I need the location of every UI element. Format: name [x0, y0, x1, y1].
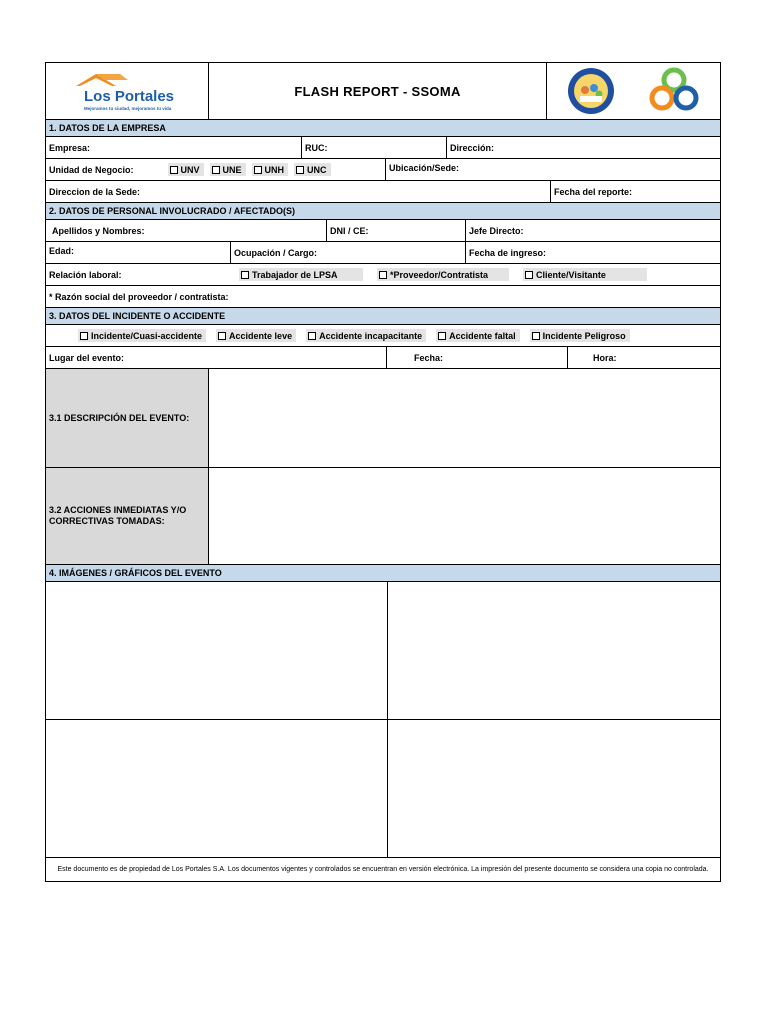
direccion-label[interactable]: Dirección:: [446, 137, 720, 158]
apellidos-label[interactable]: Apellidos y Nombres:: [52, 225, 145, 236]
razon-social-label[interactable]: * Razón social del proveedor / contratista:: [49, 291, 229, 302]
checkbox-icon: [241, 271, 249, 279]
edad-row: [46, 241, 720, 263]
acciones-input[interactable]: [208, 468, 720, 564]
ocupacion-label[interactable]: Ocupación / Cargo:: [230, 242, 465, 263]
fecha-label[interactable]: Fecha:: [386, 347, 567, 368]
checkbox-icon: [80, 332, 88, 340]
fecha-reporte-label[interactable]: Fecha del reporte:: [550, 181, 720, 202]
relacion-row: [46, 263, 720, 285]
checkbox-icon: [170, 166, 178, 174]
lugar-label[interactable]: Lugar del evento:: [49, 352, 125, 363]
image-slot-3[interactable]: [46, 720, 387, 857]
descripcion-label: 3.1 DESCRIPCIÓN DEL EVENTO:: [46, 369, 208, 467]
safety-seal-icon: [561, 66, 621, 116]
descripcion-input[interactable]: [208, 369, 720, 467]
unidad-negocio-field: [46, 159, 385, 180]
checkbox-unc[interactable]: UNC: [294, 163, 331, 176]
acciones-label: 3.2 ACCIONES INMEDIATAS Y/O CORRECTIVAS TOMADAS:: [46, 468, 208, 564]
checkbox-une[interactable]: UNE: [210, 163, 246, 176]
svg-text:Los Portales: Los Portales: [84, 88, 175, 105]
section-1-title: 1. DATOS DE LA EMPRESA: [46, 120, 720, 136]
empresa-label[interactable]: Empresa:: [49, 142, 91, 153]
section-3-title: 3. DATOS DEL INCIDENTE O ACCIDENTE: [46, 308, 720, 324]
checkbox-icon: [532, 332, 540, 340]
image-slot-4[interactable]: [387, 720, 720, 857]
section-2-header: [46, 202, 720, 219]
checkbox-incidente-peligroso[interactable]: Incidente Peligroso: [530, 329, 630, 342]
flash-report-form: [45, 62, 721, 882]
image-slot-2[interactable]: [387, 582, 720, 719]
checkbox-accidente-fatal[interactable]: Accidente faltal: [436, 329, 520, 342]
empresa-row: [46, 136, 720, 158]
section-3-header: [46, 307, 720, 324]
images-row-1: [46, 581, 720, 719]
logo-roof-icon: [62, 68, 192, 114]
checkbox-incidente-cuasi[interactable]: Incidente/Cuasi-accidente: [78, 329, 206, 342]
footer-row: [46, 857, 720, 881]
section-4-header: [46, 564, 720, 581]
ubicacion-label[interactable]: Ubicación/Sede:: [385, 159, 720, 180]
apellidos-row: [46, 219, 720, 241]
checkbox-proveedor[interactable]: *Proveedor/Contratista: [377, 268, 509, 281]
header-row: [46, 63, 720, 119]
checkbox-accidente-leve[interactable]: Accidente leve: [216, 329, 296, 342]
edad-label[interactable]: Edad:: [49, 246, 75, 256]
checkbox-icon: [438, 332, 446, 340]
lugar-row: [46, 346, 720, 368]
checkbox-icon: [254, 166, 262, 174]
checkbox-icon: [218, 332, 226, 340]
certification-seals: [546, 63, 720, 119]
razon-social-row: [46, 285, 720, 307]
checkbox-icon: [379, 271, 387, 279]
incident-type-row: [46, 324, 720, 346]
hora-label[interactable]: Hora:: [567, 347, 720, 368]
descripcion-row: [46, 368, 720, 467]
footer-disclaimer: Este documento es de propiedad de Los Portales S.A. Los documentos vigentes y controlados se encuentran en versión electrónica. La impresión del presente documento se considera una copia no controlada.: [57, 865, 709, 873]
direccion-sede-label[interactable]: Direccion de la Sede:: [49, 186, 141, 197]
environment-rings-icon: [642, 66, 706, 116]
svg-text:Mejoramos tu ciudad, mejoramos: Mejoramos tu ciudad, mejoramos tu vida: [84, 106, 172, 111]
relacion-label: Relación laboral:: [49, 269, 122, 280]
jefe-directo-label[interactable]: Jefe Directo:: [465, 220, 720, 241]
relacion-field: [46, 264, 720, 285]
report-title: FLASH REPORT - SSOMA: [208, 63, 546, 119]
checkbox-icon: [212, 166, 220, 174]
checkbox-icon: [296, 166, 304, 174]
checkbox-icon: [308, 332, 316, 340]
unidad-negocio-label: Unidad de Negocio:: [49, 164, 134, 175]
checkbox-icon: [525, 271, 533, 279]
fecha-ingreso-label[interactable]: Fecha de ingreso:: [465, 242, 720, 263]
images-row-2: [46, 719, 720, 857]
checkbox-trabajador[interactable]: Trabajador de LPSA: [239, 268, 363, 281]
unidad-row: [46, 158, 720, 180]
checkbox-accidente-incapacitante[interactable]: Accidente incapacitante: [306, 329, 426, 342]
los-portales-logo: [46, 63, 208, 119]
section-4-title: 4. IMÁGENES / GRÁFICOS DEL EVENTO: [46, 565, 720, 581]
direccion-sede-row: [46, 180, 720, 202]
section-2-title: 2. DATOS DE PERSONAL INVOLUCRADO / AFECTADO(S): [46, 203, 720, 219]
acciones-row: [46, 467, 720, 564]
section-1-header: [46, 119, 720, 136]
checkbox-cliente[interactable]: Cliente/Visitante: [523, 268, 647, 281]
checkbox-unh[interactable]: UNH: [252, 163, 289, 176]
incident-type-field: [46, 325, 720, 346]
checkbox-unv[interactable]: UNV: [168, 163, 204, 176]
ruc-label[interactable]: RUC:: [301, 137, 446, 158]
dni-label[interactable]: DNI / CE:: [326, 220, 465, 241]
image-slot-1[interactable]: [46, 582, 387, 719]
